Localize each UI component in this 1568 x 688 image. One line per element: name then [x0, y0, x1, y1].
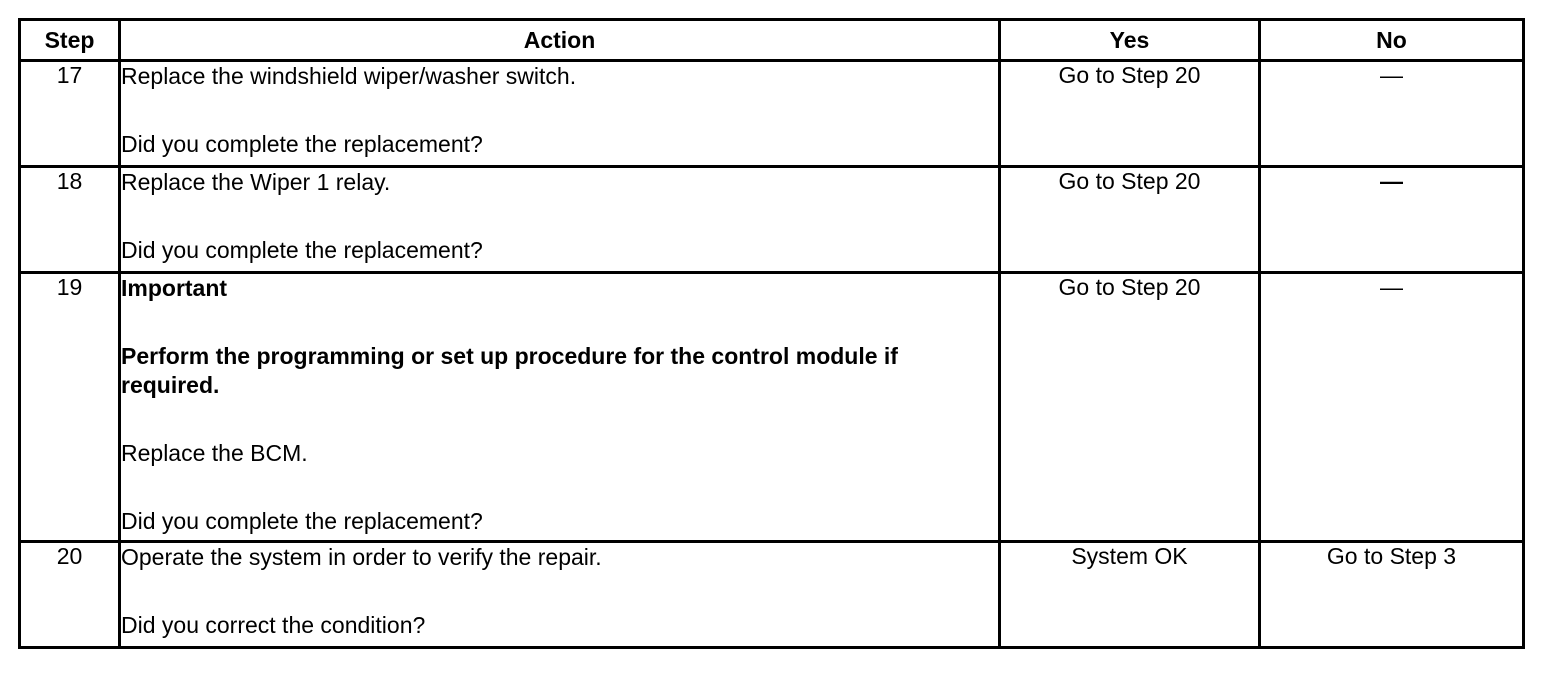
- header-yes: Yes: [1000, 20, 1260, 61]
- table-row: [20, 273, 1524, 542]
- action-question: Did you complete the replacement?: [121, 237, 483, 263]
- yes-outcome: Go to Step 20: [1000, 61, 1260, 167]
- yes-outcome: System OK: [1000, 542, 1260, 648]
- yes-outcome: Go to Step 20: [1000, 273, 1260, 542]
- action-instruction: Replace the windshield wiper/washer switch.: [121, 63, 577, 89]
- action-cell: [120, 167, 1000, 273]
- action-cell: [120, 542, 1000, 648]
- action-question: Did you correct the condition?: [121, 612, 426, 638]
- step-number: 18: [20, 167, 120, 273]
- important-note: Perform the programming or set up procedure for the control module if required.: [121, 343, 898, 398]
- no-outcome: [1260, 61, 1524, 167]
- no-outcome-dash: —: [1380, 274, 1403, 300]
- header-row: [20, 20, 1524, 61]
- no-outcome: [1260, 273, 1524, 542]
- table-row: [20, 61, 1524, 167]
- important-label: Important: [121, 275, 228, 301]
- table-row: [20, 542, 1524, 648]
- no-outcome-dash: —: [1380, 168, 1403, 194]
- table-row: [20, 167, 1524, 273]
- action-question: Did you complete the replacement?: [121, 508, 483, 534]
- action-question: Did you complete the replacement?: [121, 131, 483, 157]
- action-cell: [120, 61, 1000, 167]
- no-outcome: [1260, 167, 1524, 273]
- action-cell: [120, 273, 1000, 542]
- no-outcome-dash: —: [1380, 62, 1403, 88]
- step-number: 20: [20, 542, 120, 648]
- action-instruction: Replace the BCM.: [121, 440, 308, 466]
- diagnostic-table: [18, 18, 1525, 649]
- no-outcome: Go to Step 3: [1260, 542, 1524, 648]
- step-number: 17: [20, 61, 120, 167]
- header-no: No: [1260, 20, 1524, 61]
- header-step: Step: [20, 20, 120, 61]
- header-action: Action: [120, 20, 1000, 61]
- step-number: 19: [20, 273, 120, 542]
- action-instruction: Operate the system in order to verify the repair.: [121, 544, 602, 570]
- action-instruction: Replace the Wiper 1 relay.: [121, 169, 391, 195]
- yes-outcome: Go to Step 20: [1000, 167, 1260, 273]
